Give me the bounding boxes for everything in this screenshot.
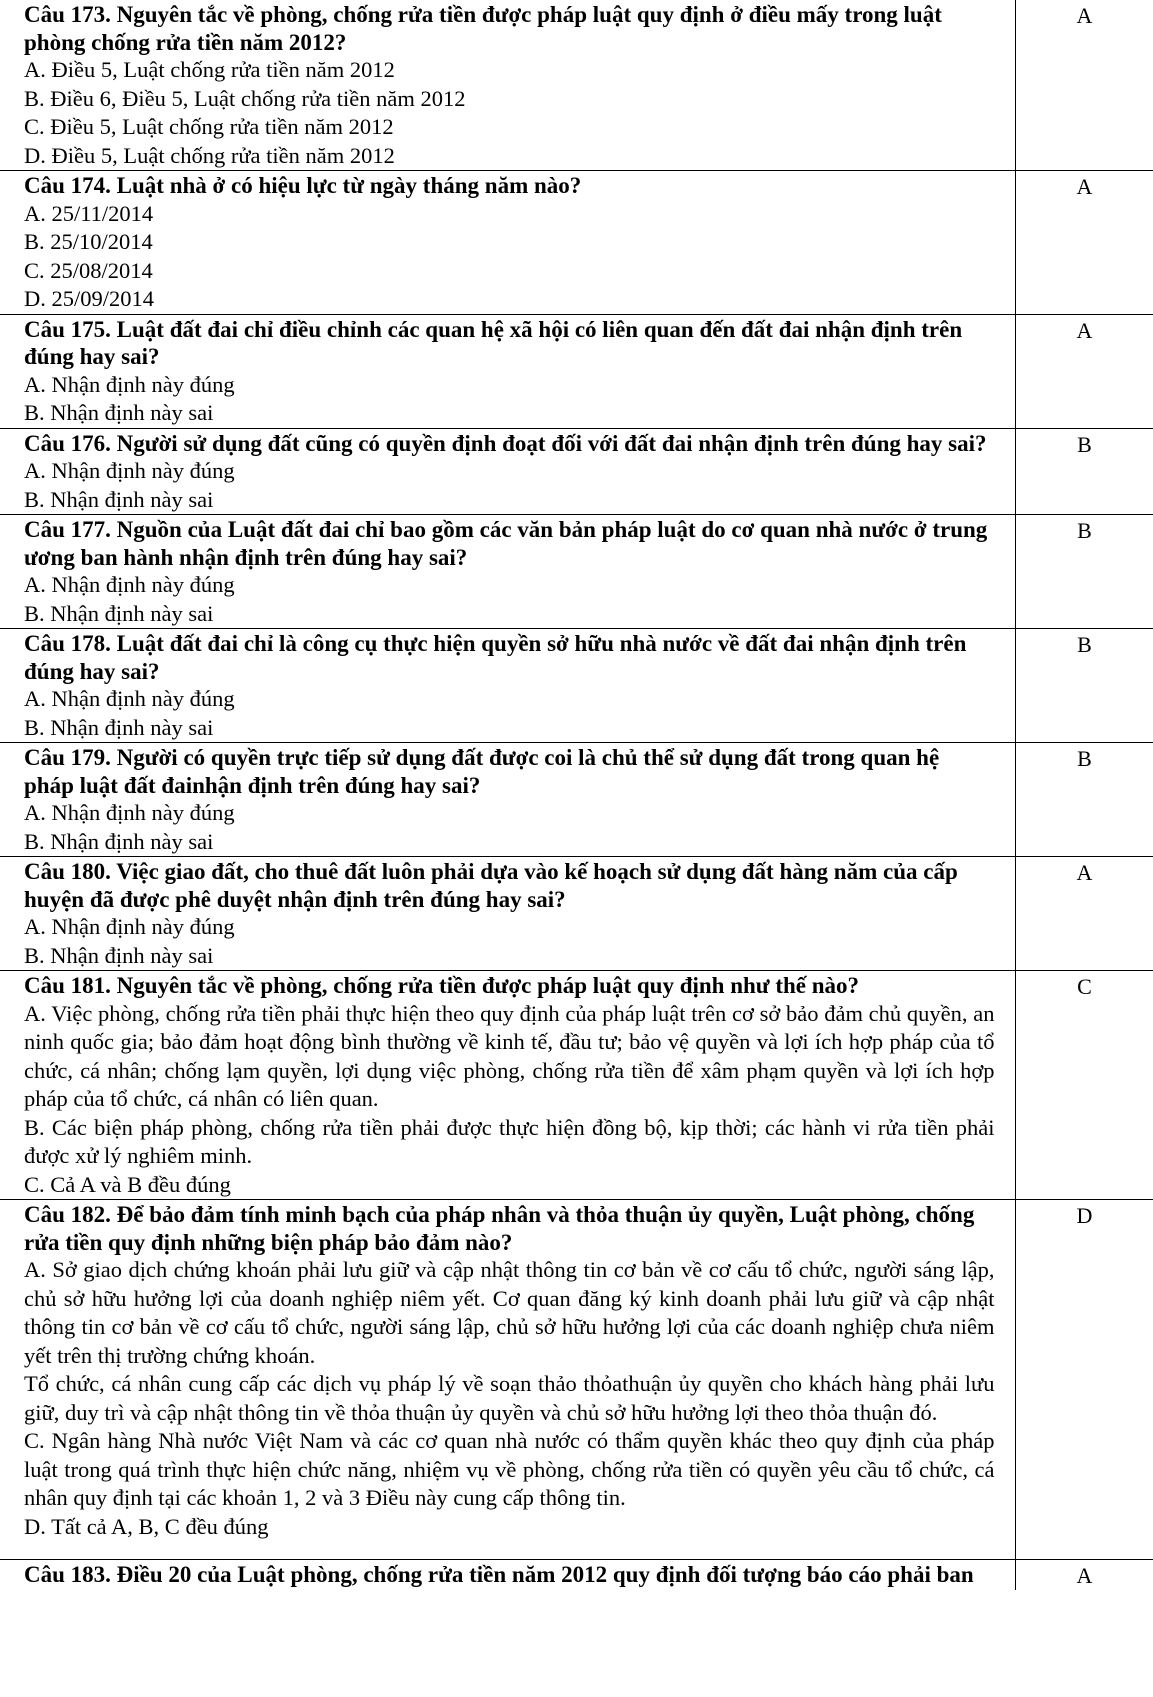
option-text: D. Tất cả A, B, C đều đúng bbox=[24, 1513, 269, 1539]
question-row bbox=[0, 314, 1153, 428]
answer-cell: B bbox=[1015, 515, 1153, 629]
question-text: Câu 181. Nguyên tắc về phòng, chống rửa tiền được pháp luật quy định như thế nào? bbox=[24, 973, 860, 998]
question-cell bbox=[0, 515, 1015, 629]
question-row bbox=[0, 743, 1153, 857]
question-cell bbox=[0, 314, 1015, 428]
option-text: D. 25/09/2014 bbox=[24, 286, 155, 311]
option-text: A. Nhận định này đúng bbox=[24, 800, 235, 825]
option-text: B. Nhận định này sai bbox=[24, 828, 214, 854]
answer-cell: A bbox=[1015, 857, 1153, 971]
answer-cell: A bbox=[1015, 314, 1153, 428]
option-text: B. Các biện pháp phòng, chống rửa tiền phải được thực hiện đồng bộ, kịp thời; các hành vi rửa tiền phải được xử lý nghiêm minh. bbox=[24, 1114, 995, 1168]
option-text: A. Nhận định này đúng bbox=[24, 458, 235, 483]
option-text: A. Điều 5, Luật chống rửa tiền năm 2012 bbox=[24, 57, 395, 82]
option-text: Tổ chức, cá nhân cung cấp các dịch vụ pháp lý về soạn thảo thỏathuận ủy quyền cho khách hàng phải lưu giữ, duy trì và cập nhật thông tin về thỏa thuận ủy quyền và chủ sở hữu hưởng lợi theo thỏa thuận đó. bbox=[24, 1371, 995, 1425]
question-row bbox=[0, 629, 1153, 743]
option-list bbox=[24, 56, 1015, 170]
question-cell bbox=[0, 0, 1015, 171]
question-row bbox=[0, 515, 1153, 629]
option-text: A. Nhận định này đúng bbox=[24, 371, 235, 397]
question-text: Câu 178. Luật đất đai chỉ là công cụ thực hiện quyền sở hữu nhà nước về đất đai nhận định trên đúng hay sai? bbox=[24, 631, 967, 684]
option-list bbox=[24, 685, 1015, 742]
option-list bbox=[24, 571, 1015, 628]
option-text: B. 25/10/2014 bbox=[24, 229, 153, 254]
question-cell bbox=[0, 171, 1015, 315]
option-text: B. Nhận định này sai bbox=[24, 714, 214, 740]
question-row bbox=[0, 857, 1153, 971]
option-text: A. Việc phòng, chống rửa tiền phải thực hiện theo quy định của pháp luật trên cơ sở bảo đảm chủ quyền, an ninh quốc gia; bảo đảm hoạt động bình thường về kinh tế, đầu tư; bảo vệ quyền và lợi ích hợp pháp của tổ chức, cá nhân; chống lạm quyền, lợi dụng việc phòng, chống rửa tiền để xâm phạm quyền và lợi ích hợp pháp của tổ chức, cá nhân có liên quan. bbox=[24, 1000, 995, 1111]
question-cell bbox=[0, 1560, 1015, 1591]
question-row bbox=[0, 971, 1153, 1200]
option-text: B. Nhận định này sai bbox=[24, 600, 214, 626]
option-text: B. Điều 6, Điều 5, Luật chống rửa tiền năm 2012 bbox=[24, 85, 466, 111]
question-cell bbox=[0, 857, 1015, 971]
option-list bbox=[24, 1000, 1015, 1200]
question-text: Câu 174. Luật nhà ở có hiệu lực từ ngày tháng năm nào? bbox=[24, 173, 582, 198]
question-row bbox=[0, 0, 1153, 171]
option-list bbox=[24, 1256, 1015, 1559]
option-text: A. Nhận định này đúng bbox=[24, 572, 235, 597]
question-text: Câu 180. Việc giao đất, cho thuê đất luôn phải dựa vào kế hoạch sử dụng đất hàng năm của cấp huyện đã được phê duyệt nhận định trên đúng hay sai? bbox=[24, 859, 958, 912]
option-text: A. Nhận định này đúng bbox=[24, 686, 235, 711]
question-cell bbox=[0, 971, 1015, 1200]
answer-cell: B bbox=[1015, 629, 1153, 743]
option-text: C. Điều 5, Luật chống rửa tiền năm 2012 bbox=[24, 114, 394, 139]
option-list bbox=[24, 457, 1015, 514]
question-text: Câu 177. Nguồn của Luật đất đai chỉ bao gồm các văn bản pháp luật do cơ quan nhà nước ở trung ương ban hành nhận định trên đúng hay sai? bbox=[24, 517, 988, 570]
option-text: C. 25/08/2014 bbox=[24, 257, 153, 283]
option-text: A. 25/11/2014 bbox=[24, 200, 154, 226]
option-text: D. Điều 5, Luật chống rửa tiền năm 2012 bbox=[24, 142, 395, 168]
question-text: Câu 179. Người có quyền trực tiếp sử dụng đất được coi là chủ thể sử dụng đất trong quan hệ pháp luật đất đainhận định trên đúng hay sai? bbox=[24, 745, 940, 798]
question-text: Câu 176. Người sử dụng đất cũng có quyền định đoạt đối với đất đai nhận định trên đúng hay sai? bbox=[24, 430, 987, 456]
option-text: C. Ngân hàng Nhà nước Việt Nam và các cơ quan nhà nước có thẩm quyền khác theo quy định của pháp luật trong quá trình thực hiện chức năng, nhiệm vụ về phòng, chống rửa tiền có quyền yêu cầu tổ chức, cá nhân quy định tại các khoản 1, 2 và 3 Điều này cung cấp thông tin. bbox=[24, 1428, 995, 1510]
option-list bbox=[24, 200, 1015, 314]
answer-cell: A bbox=[1076, 1563, 1093, 1588]
question-text: Câu 182. Để bảo đảm tính minh bạch của pháp nhân và thỏa thuận ủy quyền, Luật phòng, chống rửa tiền quy định những biện pháp bảo đảm nào? bbox=[24, 1202, 975, 1255]
question-row bbox=[0, 171, 1153, 315]
question-cell bbox=[0, 629, 1015, 743]
question-cell bbox=[0, 428, 1015, 515]
option-list bbox=[24, 913, 1015, 970]
question-row bbox=[0, 428, 1153, 515]
blank-spacer bbox=[24, 1541, 1015, 1559]
option-text: C. Cả A và B đều đúng bbox=[24, 1171, 231, 1197]
question-cell bbox=[0, 1200, 1015, 1560]
answer-cell: A bbox=[1015, 0, 1153, 171]
question-cell bbox=[0, 743, 1015, 857]
question-row bbox=[0, 1560, 1153, 1591]
option-list bbox=[24, 799, 1015, 856]
answer-cell: D bbox=[1015, 1200, 1153, 1560]
question-text: Câu 183. Điều 20 của Luật phòng, chống rửa tiền năm 2012 quy định đối tượng báo cáo phải ban bbox=[24, 1562, 974, 1587]
option-text: B. Nhận định này sai bbox=[24, 486, 214, 512]
option-text: B. Nhận định này sai bbox=[24, 942, 214, 968]
answer-cell: B bbox=[1015, 428, 1153, 515]
question-text: Câu 173. Nguyên tắc về phòng, chống rửa tiền được pháp luật quy định ở điều mấy trong luật phòng chống rửa tiền năm 2012? bbox=[24, 2, 942, 55]
answer-cell: A bbox=[1015, 171, 1153, 315]
option-list bbox=[24, 371, 1015, 428]
question-text: Câu 175. Luật đất đai chỉ điều chỉnh các quan hệ xã hội có liên quan đến đất đai nhận định trên đúng hay sai? bbox=[24, 316, 963, 369]
answer-cell: B bbox=[1015, 743, 1153, 857]
answer-cell: C bbox=[1015, 971, 1153, 1200]
option-text: A. Nhận định này đúng bbox=[24, 914, 235, 939]
question-row bbox=[0, 1200, 1153, 1560]
option-text: A. Sở giao dịch chứng khoán phải lưu giữ và cập nhật thông tin cơ bản về cơ cấu tổ chức, người sáng lập, chủ sở hữu hưởng lợi của doanh nghiệp niêm yết. Cơ quan đăng ký kinh doanh phải lưu giữ và cập nhật thông tin cơ bản về cơ cấu tổ chức, người sáng lập, chủ sở hữu hưởng lợi của các doanh nghiệp chưa niêm yết trên thị trường chứng khoán. bbox=[24, 1257, 995, 1368]
option-text: B. Nhận định này sai bbox=[24, 400, 214, 425]
